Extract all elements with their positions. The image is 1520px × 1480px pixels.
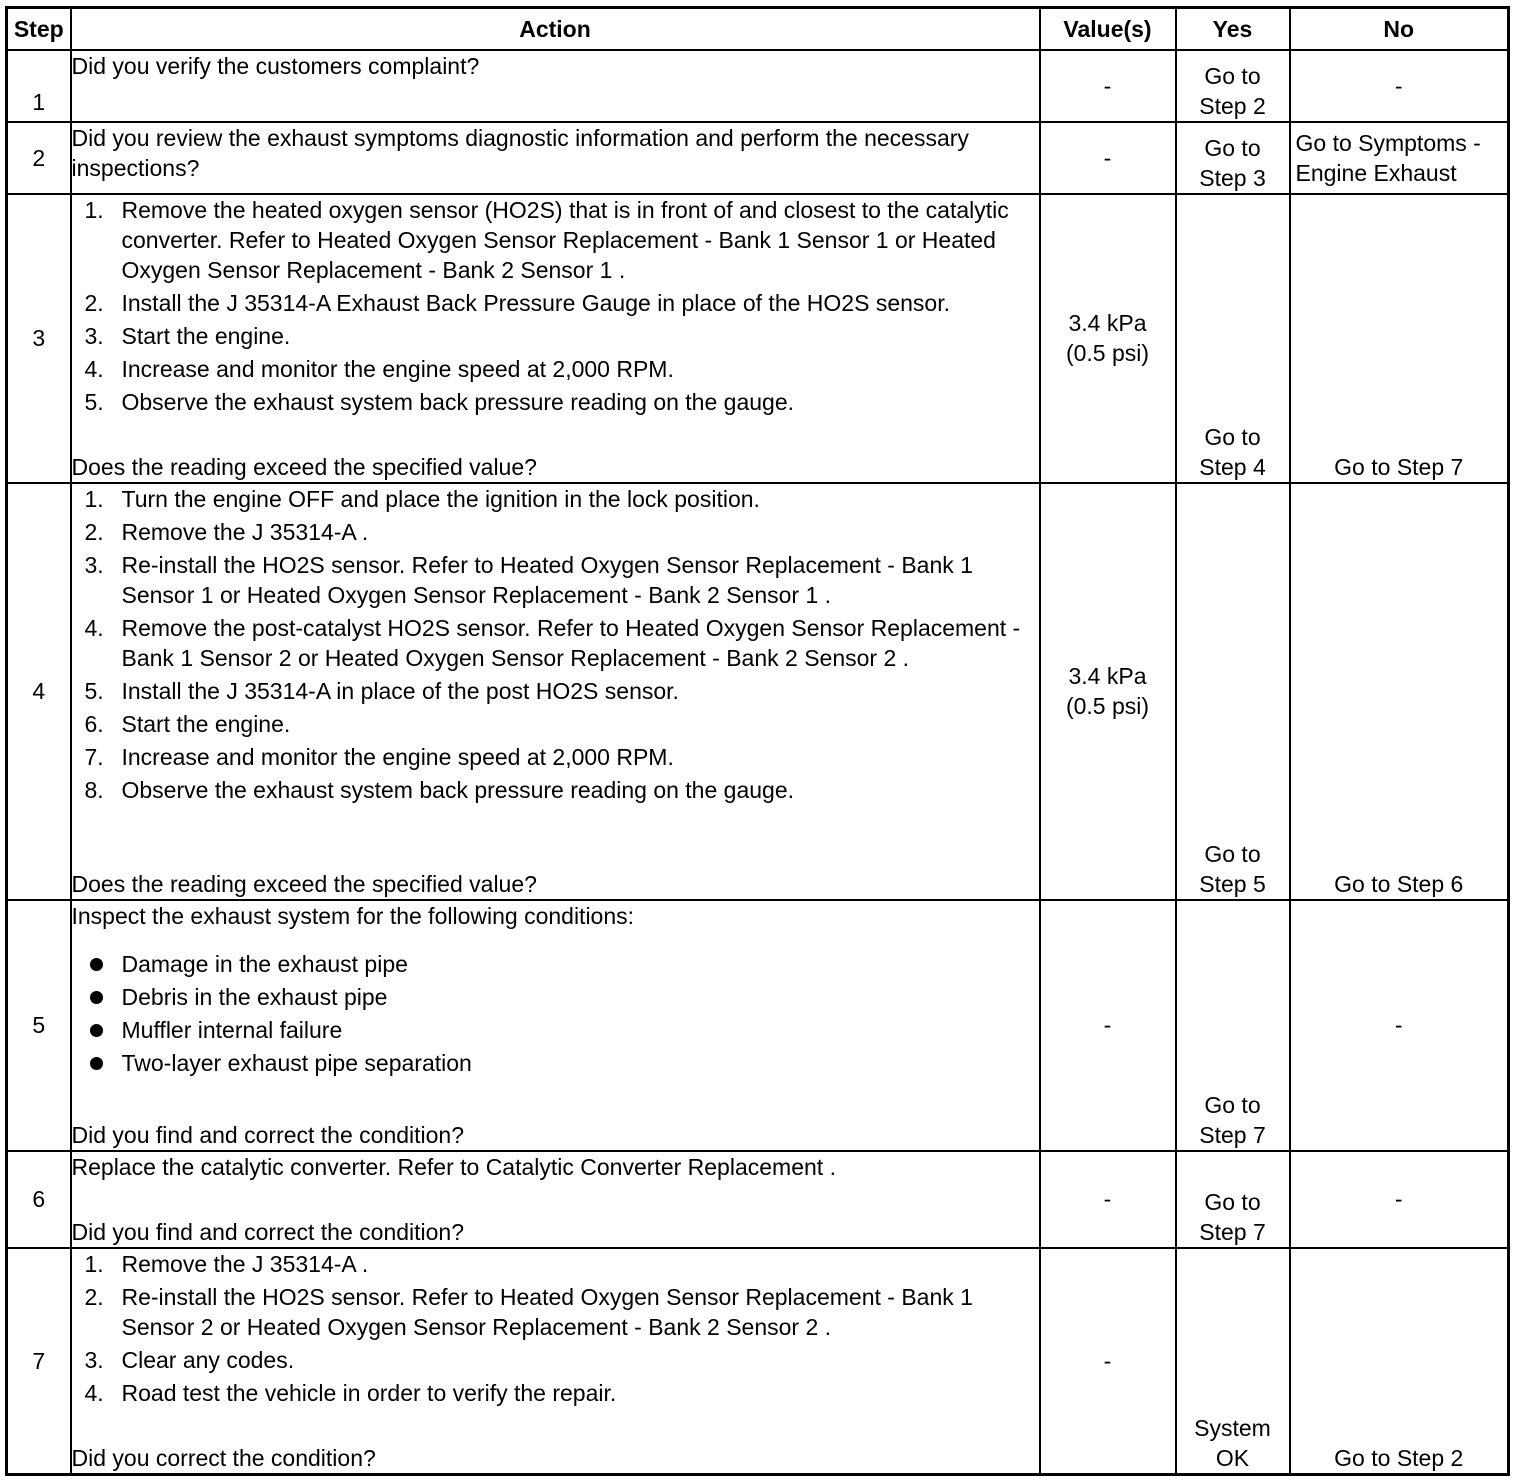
value-line: (0.5 psi) bbox=[1065, 693, 1150, 719]
value-cell: - bbox=[1040, 1248, 1176, 1475]
no-cell: - bbox=[1290, 900, 1509, 1151]
list-item: 7. Increase and monitor the engine speed at 2,000 RPM. bbox=[84, 743, 674, 770]
action-cell bbox=[71, 194, 1040, 483]
question-text: Did you verify the customers complaint? bbox=[71, 52, 480, 79]
action-cell bbox=[71, 483, 1040, 900]
step-number: 7 bbox=[7, 1248, 71, 1475]
question-text: Does the reading exceed the specified value? bbox=[71, 870, 537, 897]
yes-line: Step 7 bbox=[1199, 1218, 1266, 1245]
no-cell: Go to Step 7 bbox=[1290, 194, 1509, 483]
list-item: 3. Clear any codes. bbox=[84, 1346, 295, 1373]
list-item: 1. Turn the engine OFF and place the ignition in the lock position. bbox=[84, 485, 760, 512]
yes-line: Step 5 bbox=[1199, 870, 1266, 897]
list-item: 3. Re-install the HO2S sensor. Refer to Heated Oxygen Sensor Replacement - Bank 1 Sensor 1 or Heated Oxygen Sensor Replacement - Bank 2 Sensor 1 . bbox=[84, 551, 973, 608]
condition-list bbox=[72, 949, 1039, 1078]
list-item: 4. Remove the post-catalyst HO2S sensor. Refer to Heated Oxygen Sensor Replacement - Bank 1 Sensor 2 or Heated Oxygen Sensor Replacement - Bank 2 Sensor 2 . bbox=[84, 614, 1021, 671]
bullet-icon bbox=[90, 1057, 103, 1070]
step-number: 4 bbox=[7, 483, 71, 900]
action-cell bbox=[71, 122, 1040, 194]
question-text: Did you review the exhaust symptoms diagnostic information and perform the necessary inspections? bbox=[71, 124, 969, 181]
yes-cell bbox=[1176, 122, 1290, 194]
step-number: 2 bbox=[7, 122, 71, 194]
yes-line: Go to bbox=[1204, 423, 1261, 450]
question-text: Did you find and correct the condition? bbox=[71, 1218, 465, 1245]
header-values: Value(s) bbox=[1040, 8, 1176, 50]
yes-line: Go to bbox=[1204, 840, 1261, 867]
list-item: 2. Remove the J 35314-A . bbox=[84, 518, 369, 545]
yes-cell bbox=[1176, 50, 1290, 122]
question-text: Does the reading exceed the specified value? bbox=[71, 453, 537, 480]
list-item: 6. Start the engine. bbox=[84, 710, 291, 737]
list-item: 2. Re-install the HO2S sensor. Refer to Heated Oxygen Sensor Replacement - Bank 1 Sensor 2 or Heated Oxygen Sensor Replacement - Bank 2 Sensor 2 . bbox=[84, 1283, 973, 1340]
no-cell: Go to Symptoms - Engine Exhaust bbox=[1290, 122, 1509, 194]
yes-cell bbox=[1176, 1248, 1290, 1475]
header-step: Step bbox=[7, 8, 71, 50]
question-text: Did you find and correct the condition? bbox=[71, 1121, 465, 1148]
step-number: 3 bbox=[7, 194, 71, 483]
no-cell: Go to Step 2 bbox=[1290, 1248, 1509, 1475]
list-item: 4. Increase and monitor the engine speed at 2,000 RPM. bbox=[84, 355, 674, 382]
value-line: 3.4 kPa bbox=[1068, 663, 1147, 689]
list-item: Two-layer exhaust pipe separation bbox=[72, 1048, 1039, 1078]
list-item: 4. Road test the vehicle in order to verify the repair. bbox=[84, 1379, 617, 1406]
list-item: 3. Start the engine. bbox=[84, 322, 291, 349]
list-item: 2. Install the J 35314-A Exhaust Back Pressure Gauge in place of the HO2S sensor. bbox=[84, 289, 950, 316]
no-cell: Go to Step 6 bbox=[1290, 483, 1509, 900]
no-cell: - bbox=[1290, 1151, 1509, 1248]
table-row bbox=[7, 50, 1509, 122]
header-row bbox=[7, 8, 1509, 50]
value-line: (0.5 psi) bbox=[1065, 340, 1150, 366]
header-yes: Yes bbox=[1176, 8, 1290, 50]
table-row bbox=[7, 1151, 1509, 1248]
list-item: 5. Install the J 35314-A in place of the post HO2S sensor. bbox=[84, 677, 679, 704]
value-cell: - bbox=[1040, 50, 1176, 122]
header-action: Action bbox=[71, 8, 1040, 50]
list-item: Damage in the exhaust pipe bbox=[72, 949, 1039, 979]
yes-cell bbox=[1176, 483, 1290, 900]
value-cell bbox=[1040, 194, 1176, 483]
table-row bbox=[7, 483, 1509, 900]
step-number: 6 bbox=[7, 1151, 71, 1248]
question-text: Did you correct the condition? bbox=[71, 1445, 376, 1471]
yes-line: Go to bbox=[1204, 1188, 1261, 1215]
yes-line: Step 7 bbox=[1199, 1121, 1266, 1148]
table-row bbox=[7, 194, 1509, 483]
value-cell: - bbox=[1040, 122, 1176, 194]
yes-line: System bbox=[1194, 1415, 1271, 1441]
procedure-list bbox=[72, 484, 1039, 808]
value-line: 3.4 kPa bbox=[1068, 310, 1147, 336]
step-number: 5 bbox=[7, 900, 71, 1151]
list-item: Muffler internal failure bbox=[72, 1015, 1039, 1045]
procedure-list bbox=[72, 195, 1039, 420]
yes-line: Go to bbox=[1204, 1091, 1261, 1118]
action-cell bbox=[71, 50, 1040, 122]
yes-cell bbox=[1176, 194, 1290, 483]
list-item: 5. Observe the exhaust system back pressure reading on the gauge. bbox=[84, 388, 795, 415]
yes-cell bbox=[1176, 900, 1290, 1151]
yes-line: Step 2 bbox=[1199, 92, 1266, 119]
list-item: 8. Observe the exhaust system back pressure reading on the gauge. bbox=[84, 776, 795, 803]
bullet-icon bbox=[90, 958, 103, 971]
yes-line: Step 3 bbox=[1199, 164, 1266, 191]
diagnostic-table bbox=[5, 6, 1510, 1476]
bullet-icon bbox=[90, 1024, 103, 1037]
yes-line: OK bbox=[1215, 1445, 1250, 1471]
intro-text: Replace the catalytic converter. Refer to Catalytic Converter Replacement . bbox=[71, 1153, 836, 1180]
value-cell bbox=[1040, 483, 1176, 900]
no-cell: - bbox=[1290, 50, 1509, 122]
yes-line: Go to bbox=[1204, 62, 1261, 89]
intro-text: Inspect the exhaust system for the following conditions: bbox=[71, 902, 635, 929]
bullet-icon bbox=[90, 991, 103, 1004]
yes-cell bbox=[1176, 1151, 1290, 1248]
step-number: 1 bbox=[7, 50, 71, 122]
table-row bbox=[7, 122, 1509, 194]
header-no: No bbox=[1290, 8, 1509, 50]
list-item: 1. Remove the J 35314-A . bbox=[84, 1250, 369, 1277]
procedure-list bbox=[72, 1249, 1039, 1411]
action-cell bbox=[71, 1248, 1040, 1475]
list-item: 1. Remove the heated oxygen sensor (HO2S) that is in front of and closest to the catalytic converter. Refer to Heated Oxygen Sensor Replacement - Bank 1 Sensor 1 or Heated Oxygen Sensor Replacement - Bank 2 Sensor 1 . bbox=[84, 196, 1009, 283]
table-row bbox=[7, 900, 1509, 1151]
value-cell: - bbox=[1040, 900, 1176, 1151]
action-cell bbox=[71, 900, 1040, 1151]
value-cell: - bbox=[1040, 1151, 1176, 1248]
action-cell bbox=[71, 1151, 1040, 1248]
table-row bbox=[7, 1248, 1509, 1475]
yes-line: Step 4 bbox=[1199, 453, 1266, 480]
yes-line: Go to bbox=[1204, 134, 1261, 161]
list-item: Debris in the exhaust pipe bbox=[72, 982, 1039, 1012]
